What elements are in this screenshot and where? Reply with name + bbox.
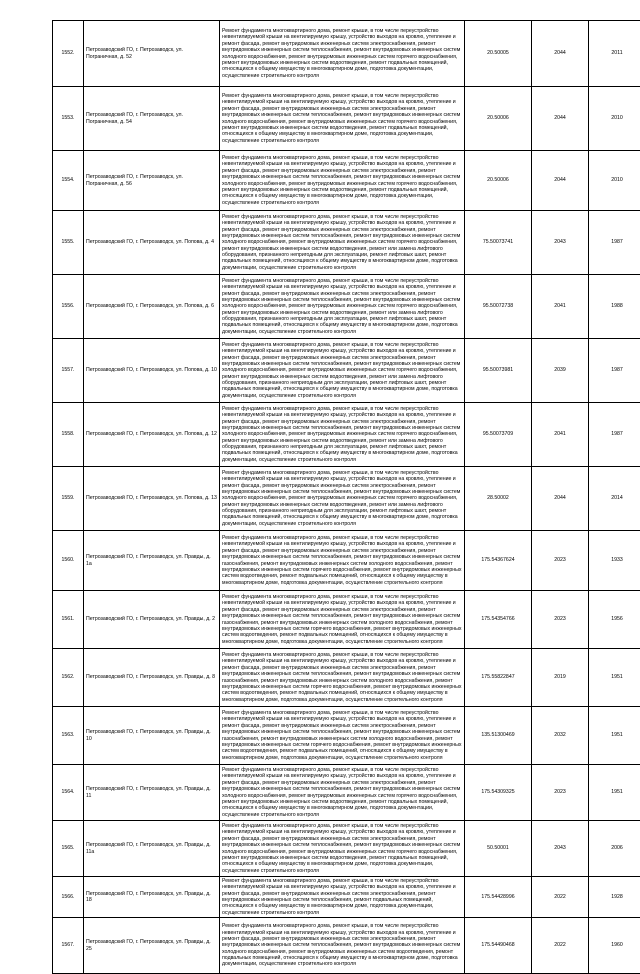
works-description-cell: Ремонт фундамента многоквартирного дома, ремонт крыши, в том числе переустройство невентилируемой крыши на вентилируемую крышу, устройство выходов на кровлю, утепление и ремонт фасада, ремонт внутридомовых инженерных систем электроснабжения, ремонт внутридомовых инженерных систем теплоснабжения, ремонт внутридомовых инженерных систем холодного водоснабжения, ремонт внутридомовых инженерных систем горячего водоснабжения, ремонт внутридомовых инженерных систем водоотведения, ремонт подвальных помещений, относящихся к общему имуществу в многоквартирном доме, подготовка документации, осуществление строительного контроля [220,821,465,877]
table-row [53,765,640,821]
cost-cell: 20.50006 [465,151,532,211]
built-year-cell: 1933 [589,531,640,591]
address-cell: Петрозаводский ГО, г. Петрозаводск, ул. Попова, д. 10 [84,339,220,403]
table-row [53,275,640,339]
cost-cell: 28.50002 [465,467,532,531]
built-year-cell: 2011 [589,21,640,87]
table-row [53,821,640,877]
works-description-cell: Ремонт фундамента многоквартирного дома, ремонт крыши, в том числе переустройство невентилируемой крыши на вентилируемую крышу, устройство выходов на кровлю, утепление и ремонт фасада, ремонт внутридомовых инженерных систем электроснабжения, ремонт внутридомовых инженерных систем теплоснабжения, ремонт внутридомовых инженерных систем газоснабжения, ремонт внутридомовых инженерных систем холодного водоснабжения, ремонт внутридомовых инженерных систем горячего водоснабжения, ремонт внутридомовых инженерных систем водоотведения, ремонт подвальных помещений, относящихся к общему имуществу в многоквартирном доме, подготовка документации, осуществление строительного контроля [220,591,465,649]
table-row [53,918,640,974]
cost-cell: 135.51300469 [465,707,532,765]
planned-year-cell: 2023 [532,591,589,649]
works-description-cell: Ремонт фундамента многоквартирного дома, ремонт крыши, в том числе переустройство невентилируемой крыши на вентилируемую крышу, устройство выходов на кровлю, утепление и ремонт фасада, ремонт внутридомовых инженерных систем электроснабжения, ремонт внутридомовых инженерных систем теплоснабжения, ремонт внутридомовых инженерных систем холодного водоснабжения, ремонт внутридомовых инженерных систем горячего водоснабжения, ремонт внутридомовых инженерных систем водоотведения, ремонт или замена лифтового оборудования, признанного непригодным для эксплуатации, ремонт лифтовых шахт, ремонт подвальных помещений, относящихся к общему имуществу в многоквартирном доме, подготовка документации, осуществление строительного контроля [220,275,465,339]
table-row [53,707,640,765]
address-cell: Петрозаводский ГО, г. Петрозаводск, ул. Правды, д. 2 [84,591,220,649]
row-number: 1552. [53,21,84,87]
row-number: 1554. [53,151,84,211]
address-cell: Петрозаводский ГО, г. Петрозаводск, ул. Правды, д. 25 [84,918,220,974]
address-cell: Петрозаводский ГО, г. Петрозаводск, ул. Попова, д. 4 [84,211,220,275]
planned-year-cell: 2043 [532,211,589,275]
built-year-cell: 1951 [589,765,640,821]
built-year-cell: 1988 [589,275,640,339]
built-year-cell: 1960 [589,918,640,974]
planned-year-cell: 2019 [532,649,589,707]
address-cell: Петрозаводский ГО, г. Петрозаводск, ул. Пограничная, д. 52 [84,21,220,87]
row-number: 1566. [53,877,84,918]
cost-cell: 95.50072738 [465,275,532,339]
cost-cell: 175.54428996 [465,877,532,918]
cost-cell: 175.54490468 [465,918,532,974]
table-row [53,531,640,591]
cost-cell: 175.55822847 [465,649,532,707]
table-row [53,403,640,467]
table-row [53,649,640,707]
row-number: 1558. [53,403,84,467]
planned-year-cell: 2044 [532,21,589,87]
address-cell: Петрозаводский ГО, г. Петрозаводск, ул. Пограничная, д. 56 [84,151,220,211]
planned-year-cell: 2044 [532,467,589,531]
table-row [53,21,640,87]
address-cell: Петрозаводский ГО, г. Петрозаводск, ул. Правды, д. 11 [84,765,220,821]
planned-year-cell: 2041 [532,275,589,339]
cost-cell: 175.54367624 [465,531,532,591]
address-cell: Петрозаводский ГО, г. Петрозаводск, ул. Правды, д. 10 [84,707,220,765]
table-body [53,21,640,974]
planned-year-cell: 2044 [532,87,589,151]
cost-cell: 50.50001 [465,821,532,877]
cost-cell: 75.50073741 [465,211,532,275]
address-cell: Петрозаводский ГО, г. Петрозаводск, ул. Попова, д. 6 [84,275,220,339]
built-year-cell: 2010 [589,151,640,211]
cost-cell: 95.50073981 [465,339,532,403]
planned-year-cell: 2023 [532,765,589,821]
built-year-cell: 2010 [589,87,640,151]
planned-year-cell: 2044 [532,151,589,211]
works-description-cell: Ремонт фундамента многоквартирного дома, ремонт крыши, в том числе переустройство невентилируемой крыши на вентилируемую крышу, устройство выходов на кровлю, утепление и ремонт фасада, ремонт внутридомовых инженерных систем электроснабжения, ремонт внутридомовых инженерных систем теплоснабжения, ремонт внутридомовых инженерных систем газоснабжения, ремонт внутридомовых инженерных систем холодного водоснабжения, ремонт внутридомовых инженерных систем горячего водоснабжения, ремонт внутридомовых инженерных систем водоотведения, ремонт подвальных помещений, относящихся к общему имуществу в многоквартирном доме, подготовка документации, осуществление строительного контроля [220,531,465,591]
built-year-cell: 1928 [589,877,640,918]
built-year-cell: 1956 [589,591,640,649]
built-year-cell: 1951 [589,707,640,765]
built-year-cell: 1987 [589,403,640,467]
row-number: 1559. [53,467,84,531]
works-description-cell: Ремонт фундамента многоквартирного дома, ремонт крыши, в том числе переустройство невентилируемой крыши на вентилируемую крышу, устройство выходов на кровлю, утепление и ремонт фасада, ремонт внутридомовых инженерных систем электроснабжения, ремонт внутридомовых инженерных систем теплоснабжения, ремонт внутридомовых инженерных систем холодного водоснабжения, ремонт внутридомовых инженерных систем водоотведения, ремонт подвальных помещений, относящихся к общему имуществу в многоквартирном доме, подготовка документации, осуществление строительного контроля [220,918,465,974]
built-year-cell: 1951 [589,649,640,707]
built-year-cell: 1987 [589,339,640,403]
address-cell: Петрозаводский ГО, г. Петрозаводск, ул. Пограничная, д. 54 [84,87,220,151]
planned-year-cell: 2022 [532,877,589,918]
works-description-cell: Ремонт фундамента многоквартирного дома, ремонт крыши, в том числе переустройство невентилируемой крыши на вентилируемую крышу, устройство выходов на кровлю, утепление и ремонт фасада, ремонт внутридомовых инженерных систем электроснабжения, ремонт внутридомовых инженерных систем теплоснабжения, ремонт внутридомовых инженерных систем холодного водоснабжения, ремонт внутридомовых инженерных систем горячего водоснабжения, ремонт внутридомовых инженерных систем водоотведения, ремонт или замена лифтового оборудования, признанного непригодным для эксплуатации, ремонт лифтовых шахт, ремонт подвальных помещений, относящихся к общему имуществу в многоквартирном доме, подготовка документации, осуществление строительного контроля [220,467,465,531]
row-number: 1553. [53,87,84,151]
row-number: 1565. [53,821,84,877]
works-description-cell: Ремонт фундамента многоквартирного дома, ремонт крыши, в том числе переустройство невентилируемой крыши на вентилируемую крышу, устройство выходов на кровлю, утепление и ремонт фасада, ремонт внутридомовых инженерных систем электроснабжения, ремонт внутридомовых инженерных систем теплоснабжения, ремонт внутридомовых инженерных систем газоснабжения, ремонт внутридомовых инженерных систем холодного водоснабжения, ремонт внутридомовых инженерных систем горячего водоснабжения, ремонт внутридомовых инженерных систем водоотведения, ремонт подвальных помещений, относящихся к общему имуществу в многоквартирном доме, подготовка документации, осуществление строительного контроля [220,707,465,765]
row-number: 1556. [53,275,84,339]
row-number: 1557. [53,339,84,403]
row-number: 1563. [53,707,84,765]
row-number: 1561. [53,591,84,649]
planned-year-cell: 2032 [532,707,589,765]
capital-repair-table [52,20,640,974]
planned-year-cell: 2023 [532,531,589,591]
table-row [53,877,640,918]
address-cell: Петрозаводский ГО, г. Петрозаводск, ул. Попова, д. 12 [84,403,220,467]
cost-cell: 20.50006 [465,87,532,151]
works-description-cell: Ремонт фундамента многоквартирного дома, ремонт крыши, в том числе переустройство невентилируемой крыши на вентилируемую крышу, устройство выходов на кровлю, утепление и ремонт фасада, ремонт внутридомовых инженерных систем электроснабжения, ремонт внутридомовых инженерных систем теплоснабжения, ремонт внутридомовых инженерных систем холодного водоснабжения, ремонт внутридомовых инженерных систем горячего водоснабжения, ремонт внутридомовых инженерных систем водоотведения, ремонт или замена лифтового оборудования, признанного непригодным для эксплуатации, ремонт лифтовых шахт, ремонт подвальных помещений, относящихся к общему имуществу в многоквартирном доме, подготовка документации, осуществление строительного контроля [220,403,465,467]
row-number: 1555. [53,211,84,275]
planned-year-cell: 2022 [532,918,589,974]
works-description-cell: Ремонт фундамента многоквартирного дома, ремонт крыши, в том числе переустройство невентилируемой крыши на вентилируемую крышу, устройство выходов на кровлю, утепление и ремонт фасада, ремонт внутридомовых инженерных систем электроснабжения, ремонт внутридомовых инженерных систем теплоснабжения, ремонт внутридомовых инженерных систем холодного водоснабжения, ремонт внутридомовых инженерных систем горячего водоснабжения, ремонт внутридомовых инженерных систем водоотведения, ремонт подвальных помещений, относящихся к общему имуществу в многоквартирном доме, подготовка документации, осуществление строительного контроля [220,87,465,151]
address-cell: Петрозаводский ГО, г. Петрозаводск, ул. Правды, д. 8 [84,649,220,707]
cost-cell: 20.50005 [465,21,532,87]
planned-year-cell: 2039 [532,339,589,403]
address-cell: Петрозаводский ГО, г. Петрозаводск, ул. Правды, д. 18 [84,877,220,918]
works-description-cell: Ремонт фундамента многоквартирного дома, ремонт крыши, в том числе переустройство невентилируемой крыши на вентилируемую крышу, устройство выходов на кровлю, утепление и ремонт фасада, ремонт внутридомовых инженерных систем электроснабжения, ремонт внутридомовых инженерных систем теплоснабжения, ремонт внутридомовых инженерных систем газоснабжения, ремонт внутридомовых инженерных систем холодного водоснабжения, ремонт внутридомовых инженерных систем горячего водоснабжения, ремонт внутридомовых инженерных систем водоотведения, ремонт подвальных помещений, относящихся к общему имуществу в многоквартирном доме, подготовка документации, осуществление строительного контроля [220,649,465,707]
table-row [53,87,640,151]
cost-cell: 175.54354766 [465,591,532,649]
row-number: 1562. [53,649,84,707]
works-description-cell: Ремонт фундамента многоквартирного дома, ремонт крыши, в том числе переустройство невентилируемой крыши на вентилируемую крышу, устройство выходов на кровлю, утепление и ремонт фасада, ремонт внутридомовых инженерных систем электроснабжения, ремонт внутридомовых инженерных систем теплоснабжения, ремонт внутридомовых инженерных систем холодного водоснабжения, ремонт внутридомовых инженерных систем горячего водоснабжения, ремонт внутридомовых инженерных систем водоотведения, ремонт или замена лифтового оборудования, признанного непригодным для эксплуатации, ремонт лифтовых шахт, ремонт подвальных помещений, относящихся к общему имуществу в многоквартирном доме, подготовка документации, осуществление строительного контроля [220,339,465,403]
table-row [53,339,640,403]
row-number: 1564. [53,765,84,821]
address-cell: Петрозаводский ГО, г. Петрозаводск, ул. Попова, д. 13 [84,467,220,531]
works-description-cell: Ремонт фундамента многоквартирного дома, ремонт крыши, в том числе переустройство невентилируемой крыши на вентилируемую крышу, устройство выходов на кровлю, утепление и ремонт фасада, ремонт внутридомовых инженерных систем электроснабжения, ремонт внутридомовых инженерных систем теплоснабжения, ремонт внутридомовых инженерных систем холодного водоснабжения, ремонт внутридомовых инженерных систем горячего водоснабжения, ремонт внутридомовых инженерных систем водоотведения, ремонт подвальных помещений, относящихся к общему имуществу в многоквартирном доме, подготовка документации, осуществление строительного контроля [220,151,465,211]
works-description-cell: Ремонт фундамента многоквартирного дома, ремонт крыши, в том числе переустройство невентилируемой крыши на вентилируемую крышу, устройство выходов на кровлю, утепление и ремонт фасада, ремонт внутридомовых инженерных систем электроснабжения, ремонт внутридомовых инженерных систем теплоснабжения, ремонт подвальных помещений, относящихся к общему имуществу в многоквартирном доме, подготовка документации, осуществление строительного контроля [220,877,465,918]
table-row [53,591,640,649]
cost-cell: 95.50073709 [465,403,532,467]
built-year-cell: 2006 [589,821,640,877]
address-cell: Петрозаводский ГО, г. Петрозаводск, ул. Правды, д. 1а [84,531,220,591]
built-year-cell: 2014 [589,467,640,531]
row-number: 1567. [53,918,84,974]
table-row [53,211,640,275]
planned-year-cell: 2043 [532,821,589,877]
table-row [53,467,640,531]
cost-cell: 175.54309325 [465,765,532,821]
works-description-cell: Ремонт фундамента многоквартирного дома, ремонт крыши, в том числе переустройство невентилируемой крыши на вентилируемую крышу, устройство выходов на кровлю, утепление и ремонт фасада, ремонт внутридомовых инженерных систем электроснабжения, ремонт внутридомовых инженерных систем теплоснабжения, ремонт внутридомовых инженерных систем холодного водоснабжения, ремонт внутридомовых инженерных систем горячего водоснабжения, ремонт внутридомовых инженерных систем водоотведения, ремонт подвальных помещений, относящихся к общему имуществу в многоквартирном доме, подготовка документации, осуществление строительного контроля [220,765,465,821]
row-number: 1560. [53,531,84,591]
planned-year-cell: 2041 [532,403,589,467]
table-row [53,151,640,211]
works-description-cell: Ремонт фундамента многоквартирного дома, ремонт крыши, в том числе переустройство невентилируемой крыши на вентилируемую крышу, устройство выходов на кровлю, утепление и ремонт фасада, ремонт внутридомовых инженерных систем электроснабжения, ремонт внутридомовых инженерных систем теплоснабжения, ремонт внутридомовых инженерных систем холодного водоснабжения, ремонт внутридомовых инженерных систем горячего водоснабжения, ремонт внутридомовых инженерных систем водоотведения, ремонт или замена лифтового оборудования, признанного непригодным для эксплуатации, ремонт лифтовых шахт, ремонт подвальных помещений, относящихся к общему имуществу в многоквартирном доме, подготовка документации, осуществление строительного контроля [220,211,465,275]
built-year-cell: 1987 [589,211,640,275]
address-cell: Петрозаводский ГО, г. Петрозаводск, ул. Правды, д. 11а [84,821,220,877]
works-description-cell: Ремонт фундамента многоквартирного дома, ремонт крыши, в том числе переустройство невентилируемой крыши на вентилируемую крышу, устройство выходов на кровлю, утепление и ремонт фасада, ремонт внутридомовых инженерных систем электроснабжения, ремонт внутридомовых инженерных систем теплоснабжения, ремонт внутридомовых инженерных систем холодного водоснабжения, ремонт внутридомовых инженерных систем горячего водоснабжения, ремонт внутридомовых инженерных систем водоотведения, ремонт подвальных помещений, относящихся к общему имуществу в многоквартирном доме, подготовка документации, осуществление строительного контроля [220,21,465,87]
